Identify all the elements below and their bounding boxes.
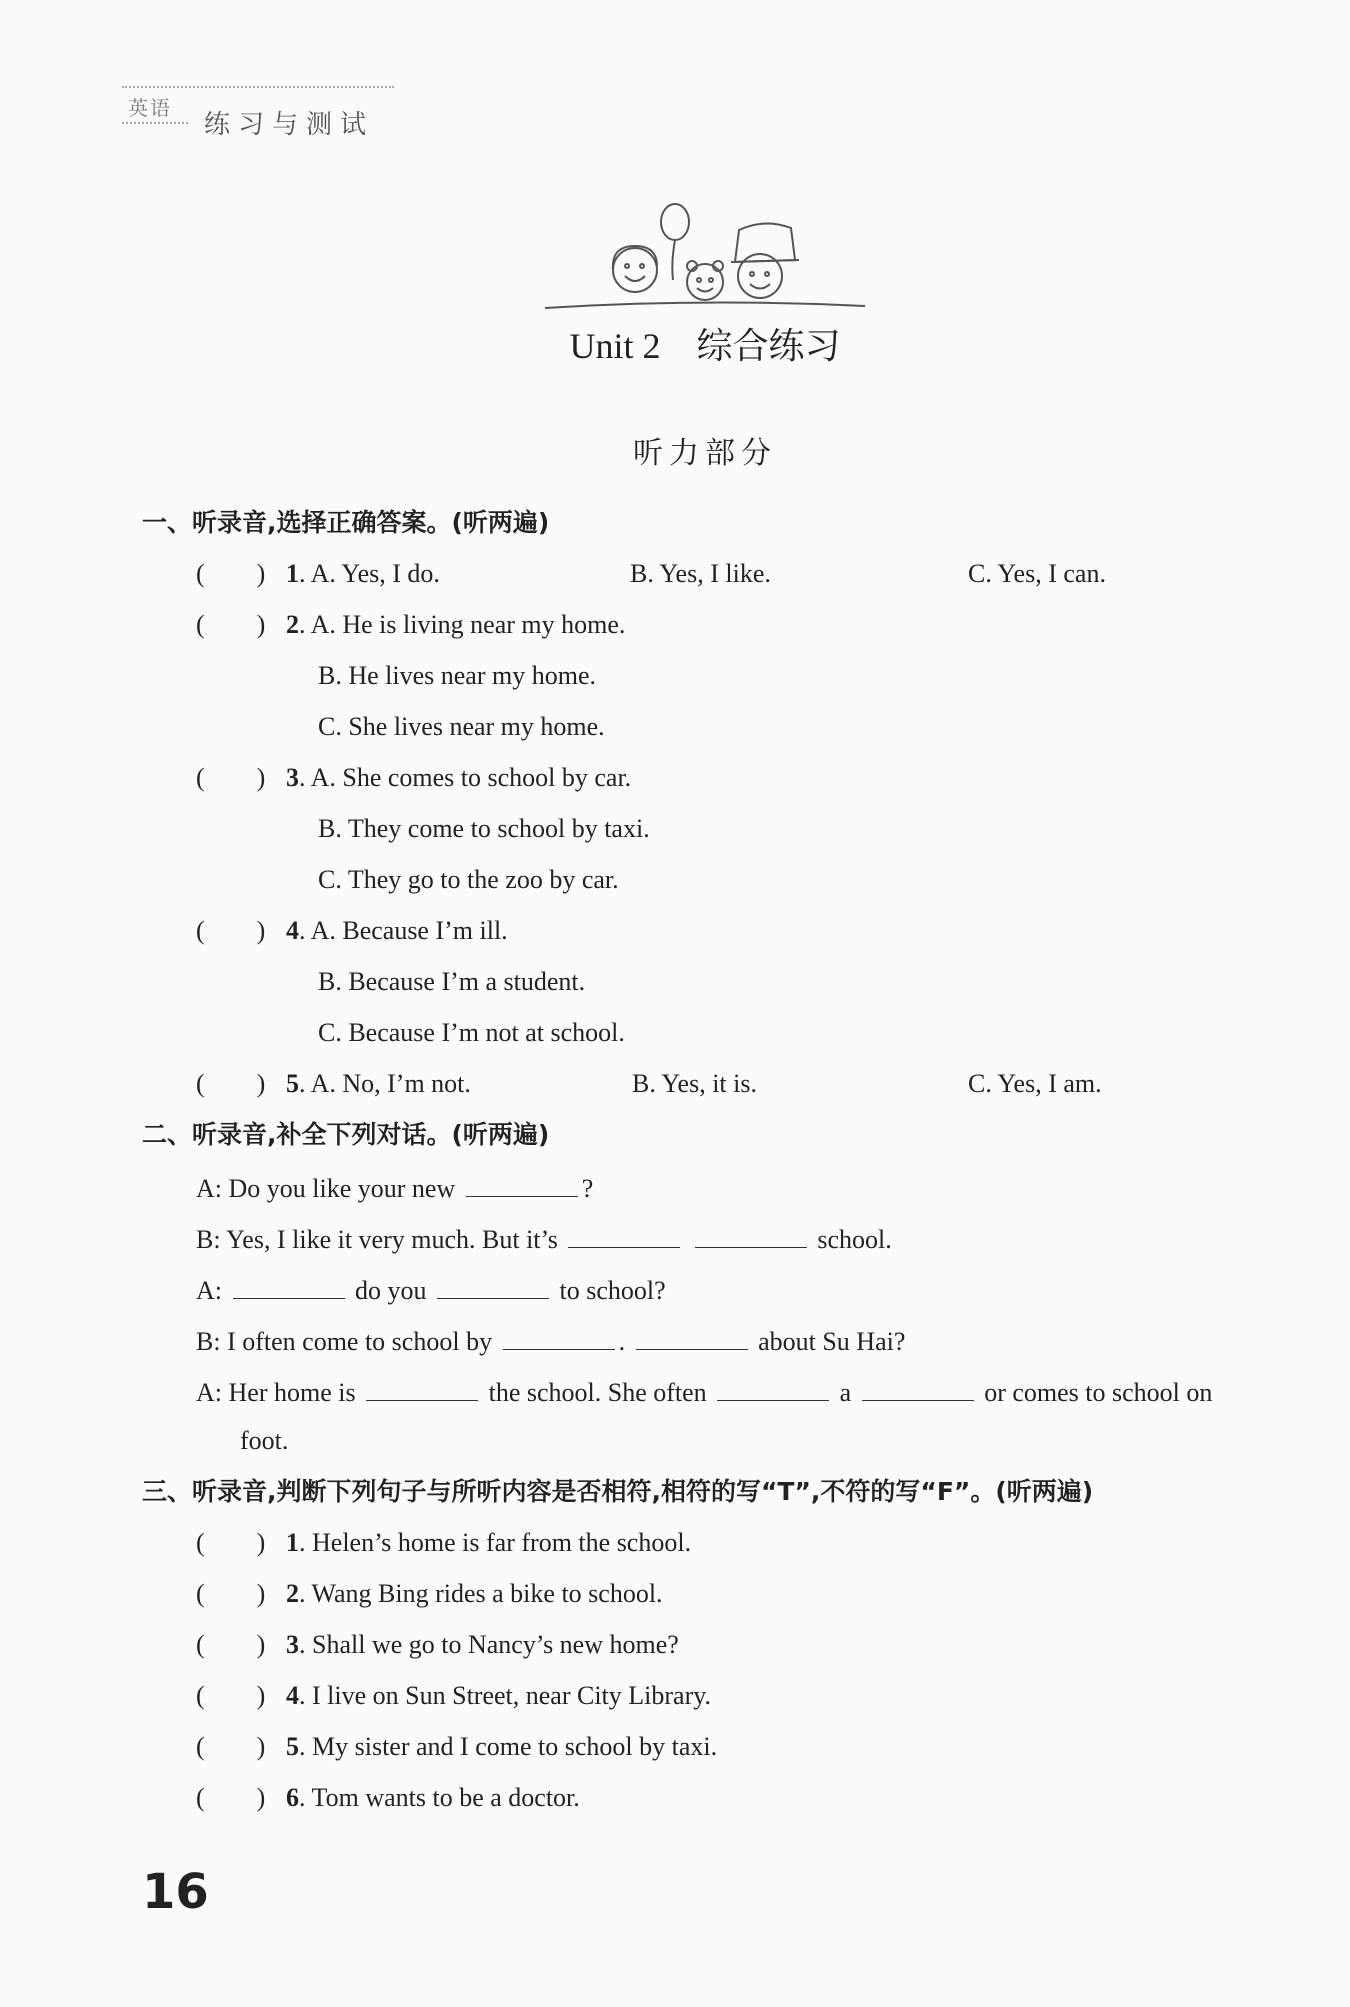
- option-c: C. Yes, I am.: [968, 1069, 1102, 1098]
- item-number: 4: [286, 1681, 299, 1710]
- item-number: 1: [286, 559, 299, 588]
- answer-bracket[interactable]: ( ): [196, 1579, 266, 1608]
- q3-item-1: ( ) 1. Helen’s home is far from the school.: [196, 1528, 692, 1557]
- option-b: B. Yes, I like.: [630, 559, 771, 588]
- option-c: C. Yes, I can.: [968, 559, 1106, 588]
- q2-heading: 二、听录音,补全下列对话。(听两遍): [142, 1120, 550, 1149]
- item-number: 3: [286, 1630, 299, 1659]
- speaker: B:: [196, 1327, 221, 1356]
- option-b: B. Because I’m a student.: [318, 967, 586, 996]
- fill-blank[interactable]: [568, 1221, 680, 1248]
- item-number: 3: [286, 763, 299, 792]
- option-a: A. Yes, I do.: [310, 559, 440, 588]
- statement: Tom wants to be a doctor.: [311, 1783, 580, 1812]
- item-number: 5: [286, 1069, 299, 1098]
- option-b: B. He lives near my home.: [318, 661, 596, 690]
- option-a: A. He is living near my home.: [310, 610, 626, 639]
- item-number: 2: [286, 610, 299, 639]
- page-number: 16: [142, 1864, 209, 1920]
- header-divider: [122, 86, 394, 88]
- dialogue-line-1: [196, 1170, 593, 1205]
- q3-heading: 三、听录音,判断下列句子与所听内容是否相符,相符的写“T”,不符的写“F”。(听两遍): [142, 1477, 1094, 1506]
- q1-item-2: ( ) 2. A. He is living near my home.: [196, 610, 626, 639]
- fill-blank[interactable]: [437, 1272, 549, 1299]
- item-number: 5: [286, 1732, 299, 1761]
- q1-item-5: ( ) 5. A. No, I’m not.: [196, 1069, 471, 1098]
- dialogue-text: school.: [817, 1225, 892, 1254]
- dialogue-text: I often come to school by: [227, 1327, 493, 1356]
- answer-bracket[interactable]: ( ): [196, 1783, 266, 1812]
- option-c: C. She lives near my home.: [318, 712, 605, 741]
- statement: My sister and I come to school by taxi.: [312, 1732, 718, 1761]
- answer-bracket[interactable]: ( ): [196, 1732, 266, 1761]
- option-c: C. They go to the zoo by car.: [318, 865, 619, 894]
- book-header: [122, 86, 394, 138]
- dialogue-text: the school. She often: [488, 1378, 707, 1407]
- dialogue-text: do you: [355, 1276, 427, 1305]
- q3-item-3: ( ) 3. Shall we go to Nancy’s new home?: [196, 1630, 679, 1659]
- q1-item-4: ( ) 4. A. Because I’m ill.: [196, 916, 508, 945]
- q1-item-3: ( ) 3. A. She comes to school by car.: [196, 763, 632, 792]
- speaker: A:: [196, 1174, 222, 1203]
- statement: Helen’s home is far from the school.: [312, 1528, 692, 1557]
- option-a: A. No, I’m not.: [310, 1069, 471, 1098]
- statement: Shall we go to Nancy’s new home?: [312, 1630, 679, 1659]
- option-a: A. Because I’m ill.: [310, 916, 508, 945]
- fill-blank[interactable]: [717, 1374, 829, 1401]
- answer-bracket[interactable]: ( ): [196, 1528, 266, 1557]
- section-title: 听力部分: [633, 437, 777, 470]
- option-b: B. They come to school by taxi.: [318, 814, 650, 843]
- dialogue-text: or comes to school on: [984, 1378, 1213, 1407]
- option-a: A. She comes to school by car.: [310, 763, 632, 792]
- dialogue-line-3: [196, 1272, 666, 1307]
- q3-item-2: ( ) 2. Wang Bing rides a bike to school.: [196, 1579, 663, 1608]
- q3-item-4: ( ) 4. I live on Sun Street, near City Library.: [196, 1681, 712, 1710]
- speaker: A:: [196, 1276, 222, 1305]
- dialogue-text: about Su Hai?: [758, 1327, 906, 1356]
- dialogue-text: to school?: [559, 1276, 666, 1305]
- answer-bracket[interactable]: ( ): [196, 559, 266, 588]
- option-c: C. Because I’m not at school.: [318, 1018, 625, 1047]
- item-number: 2: [286, 1579, 299, 1608]
- dialogue-text: Her home is: [228, 1378, 356, 1407]
- speaker: A:: [196, 1378, 222, 1407]
- book-title: 练习与测试: [204, 110, 375, 140]
- dialogue-text: .: [618, 1327, 626, 1356]
- fill-blank[interactable]: [695, 1221, 807, 1248]
- q1-item-1: ( ) 1. A. Yes, I do.: [196, 559, 440, 588]
- answer-bracket[interactable]: ( ): [196, 763, 266, 792]
- fill-blank[interactable]: [233, 1272, 345, 1299]
- dialogue-text: a: [839, 1378, 852, 1407]
- fill-blank[interactable]: [503, 1323, 615, 1350]
- answer-bracket[interactable]: ( ): [196, 1630, 266, 1659]
- children-illustration: [545, 200, 865, 320]
- answer-bracket[interactable]: ( ): [196, 1681, 266, 1710]
- speaker: B:: [196, 1225, 221, 1254]
- item-number: 4: [286, 916, 299, 945]
- unit-title: Unit 2 综合练习: [569, 326, 841, 366]
- dialogue-text: Yes, I like it very much. But it’s: [226, 1225, 558, 1254]
- subject-label: 英语: [128, 96, 172, 120]
- option-b: B. Yes, it is.: [632, 1069, 757, 1098]
- statement: Wang Bing rides a bike to school.: [311, 1579, 663, 1608]
- dialogue-text: Do you like your new: [228, 1174, 456, 1203]
- fill-blank[interactable]: [862, 1374, 974, 1401]
- answer-bracket[interactable]: ( ): [196, 916, 266, 945]
- item-number: 6: [286, 1783, 299, 1812]
- fill-blank[interactable]: [466, 1170, 578, 1197]
- item-number: 1: [286, 1528, 299, 1557]
- q3-item-6: ( ) 6. Tom wants to be a doctor.: [196, 1783, 580, 1812]
- fill-blank[interactable]: [636, 1323, 748, 1350]
- dialogue-line-2: [196, 1221, 892, 1256]
- subject-divider: [122, 122, 188, 124]
- answer-bracket[interactable]: ( ): [196, 610, 266, 639]
- answer-bracket[interactable]: ( ): [196, 1069, 266, 1098]
- fill-blank[interactable]: [366, 1374, 478, 1401]
- statement: I live on Sun Street, near City Library.: [312, 1681, 712, 1710]
- q1-heading: 一、听录音,选择正确答案。(听两遍): [142, 508, 550, 537]
- dialogue-line-5: [196, 1374, 1212, 1409]
- q3-item-5: ( ) 5. My sister and I come to school by taxi.: [196, 1732, 718, 1761]
- dialogue-line-4: [196, 1323, 905, 1358]
- dialogue-continuation: foot.: [240, 1426, 289, 1455]
- dialogue-text: ?: [581, 1174, 594, 1203]
